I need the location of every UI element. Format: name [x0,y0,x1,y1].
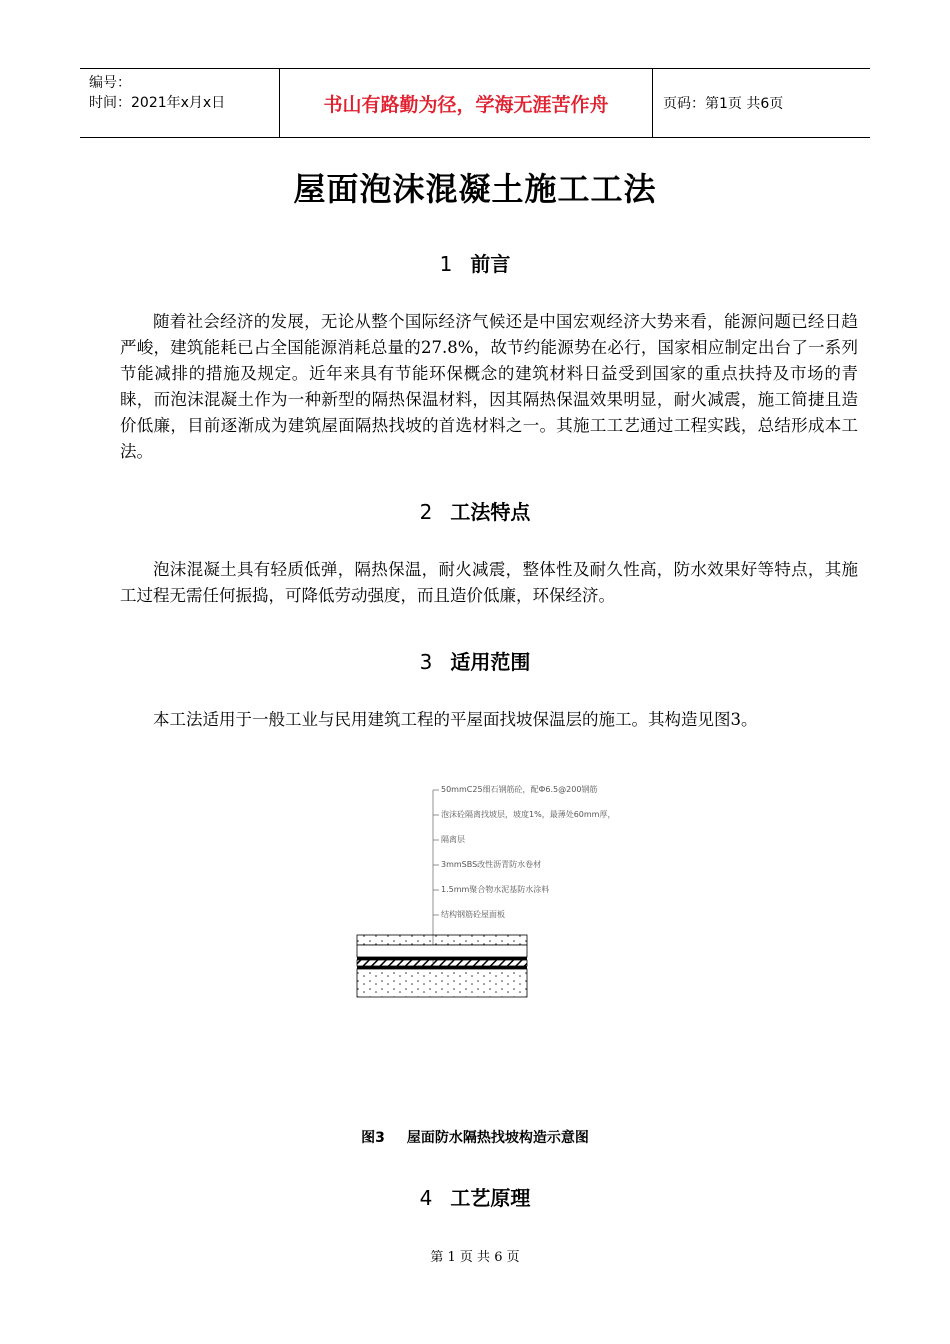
figure-label-sbs-membrane: 3mmSBS改性沥青防水卷材 [441,860,542,869]
header-motto: 书山有路勤为径，学海无涯苦作舟 [280,69,653,137]
page-footer: 第 1 页 共 6 页 [430,1250,520,1265]
section-heading-2 [0,496,950,525]
header-number-label: 编号： [89,75,131,91]
figure-caption-number: 图3 [361,1130,385,1146]
section-number: 2 [419,500,433,524]
figure-label-structural-slab: 结构钢筋砼屋面板 [441,910,505,919]
layer-foam-concrete [357,945,527,957]
section-title: 前言 [470,252,511,276]
section-heading-3 [0,646,950,675]
section-paragraph-1: 随着社会经济的发展，无论从整个国际经济气候还是中国宏观经济大势来看，能源问题已经日趋严峻，建筑能耗已占全国能源消耗总量的27.8%，故节约能源势在必行，国家相应制定出台了一系列节能减排的措施及规定。近年来具有节能环保概念的建筑材料日益受到国家的重点扶持及市场的青睐，而泡沫混凝土作为一种新型的隔热保温材料，因其隔热保温效果明显，耐火减震，施工简捷且造价低廉，目前逐渐成为建筑屋面隔热找坡的首选材料之一。其施工工艺通过工程实践，总结形成本工法。 [120,312,858,461]
leader-ticks [433,790,439,915]
section-number: 3 [419,650,433,674]
document-title: 屋面泡沫混凝土施工工法 [293,170,657,208]
roof-construction-diagram [355,778,615,1003]
layer-fine-stone-concrete [357,935,527,945]
header-page-info: 页码：第1页 共6页 [663,96,784,112]
figure-label-isolation-layer: 隔离层 [441,835,465,844]
figure-label-top-slab: 50mmC25细石钢筋砼，配Ф6.5@200钢筋 [441,785,598,794]
section-number: 1 [439,252,453,276]
layer-stack [357,935,527,997]
section-paragraph-3: 本工法适用于一般工业与民用建筑工程的平屋面找坡保温层的施工。其构造见图3。 [153,710,758,729]
header-time-label: 时间：2021年x月x日 [89,95,226,111]
figure-caption-text: 屋面防水隔热找坡构造示意图 [406,1130,589,1146]
section-paragraph-2: 泡沫混凝土具有轻质低弹，隔热保温，耐火减震，整体性及耐久性高，防水效果好等特点，其施工过程无需任何振捣，可降低劳动强度，而且造价低廉，环保经济。 [120,560,858,605]
section-heading-1 [0,248,950,277]
page-header [80,68,870,138]
section-title: 适用范围 [450,650,531,674]
section-title: 工法特点 [450,500,531,524]
section-number: 4 [419,1186,433,1210]
layer-isolation [357,957,527,960]
figure-label-foam-layer: 泡沫砼隔离找坡层，坡度1%，最薄处60mm厚， [441,810,615,819]
layer-structural-slab [357,969,527,997]
figure-caption [0,1127,950,1147]
header-meta [80,69,280,137]
layer-polymer-coating [357,966,527,969]
section-heading-4 [0,1182,950,1211]
section-title: 工艺原理 [450,1186,531,1210]
layer-waterproof-membrane [357,960,527,966]
figure-label-polymer-coating: 1.5mm聚合物水泥基防水涂料 [441,885,550,894]
